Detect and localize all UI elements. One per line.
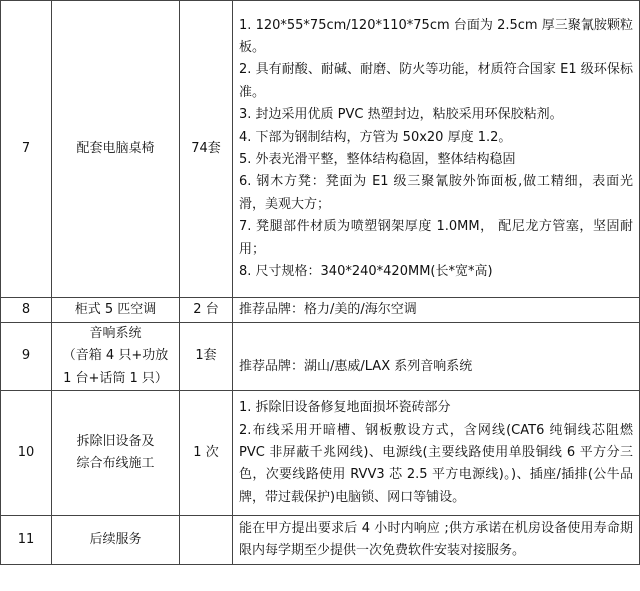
description-line: 推荐品牌：格力/美的/海尔空调 bbox=[239, 301, 417, 317]
description-line: 推荐品牌：湖山/惠威/LAX 系列音响系统 bbox=[239, 359, 473, 375]
blank-line bbox=[239, 334, 633, 356]
description-line: 6. 钢木方凳：凳面为 E1 级三聚氰胺外饰面板,做工精细，表面光滑，美观大方； bbox=[239, 174, 633, 212]
table-row bbox=[1, 1, 640, 298]
item-quantity: 2 台 bbox=[180, 298, 233, 323]
description-line: 能在甲方提出要求后 4 小时内响应 ;供方承诺在机房设备使用寿命期限内每学期至少提供一次免费软件安装对接服务。 bbox=[239, 520, 633, 559]
description-line: 5. 外表光滑平整，整体结构稳固，整体结构稳固 bbox=[239, 152, 516, 167]
item-number: 11 bbox=[1, 516, 52, 565]
item-description bbox=[233, 391, 640, 516]
item-quantity: 1套 bbox=[180, 323, 233, 391]
description-line: 8. 尺寸规格：340*240*420MM(长*宽*高) bbox=[239, 264, 493, 280]
description-line: 1. 拆除旧设备修复地面损坏瓷砖部分 bbox=[239, 400, 451, 416]
item-number: 7 bbox=[1, 1, 52, 298]
item-description bbox=[233, 298, 640, 323]
description-line: 2.布线采用开暗槽、钢板敷设方式，含网线(CAT6 纯铜线芯阻燃 PVC 非屏蔽千兆网线)、电源线(主要线路使用单股铜线 6 平方分三色，次要线路使用 RVV3 芯 2.5 平方电源线)。)、插座/插排(公牛品牌，带过载保护)电脑锁、网口等铺设。 bbox=[239, 422, 633, 505]
table-row bbox=[1, 516, 640, 565]
item-name-line: （音箱 4 只+功放 bbox=[62, 348, 169, 364]
item-number: 10 bbox=[1, 391, 52, 516]
item-quantity bbox=[180, 516, 233, 565]
description-line: 1. 120*55*75cm/120*110*75cm 台面为 2.5cm 厚三聚氰胺颗粒板。 bbox=[239, 17, 633, 55]
item-number: 9 bbox=[1, 323, 52, 391]
item-number: 8 bbox=[1, 298, 52, 323]
item-description bbox=[233, 1, 640, 298]
description-line: 7. 凳腿部件材质为喷塑钢架厚度 1.0MM， 配尼龙方管塞，坚固耐用； bbox=[239, 219, 633, 257]
table-row bbox=[1, 323, 640, 391]
item-quantity: 74套 bbox=[180, 1, 233, 298]
table-row bbox=[1, 391, 640, 516]
item-name bbox=[52, 323, 180, 391]
item-name-line: 综合布线施工 bbox=[76, 456, 155, 472]
item-name-line: 1 台+话筒 1 只） bbox=[63, 370, 168, 386]
item-name: 后续服务 bbox=[52, 516, 180, 565]
table-row bbox=[1, 298, 640, 323]
item-description bbox=[233, 516, 640, 565]
item-name: 配套电脑桌椅 bbox=[52, 1, 180, 298]
item-quantity: 1 次 bbox=[180, 391, 233, 516]
description-line: 2. 具有耐酸、耐碱、耐磨、防火等功能，材质符合国家 E1 级环保标准。 bbox=[239, 62, 633, 100]
item-name-line: 音响系统 bbox=[89, 326, 142, 341]
item-name-line: 拆除旧设备及 bbox=[76, 433, 155, 449]
item-name bbox=[52, 391, 180, 516]
description-line: 4. 下部为钢制结构，方管为 50x20 厚度 1.2。 bbox=[239, 129, 512, 145]
item-description bbox=[233, 323, 640, 391]
item-name: 柜式 5 匹空调 bbox=[52, 298, 180, 323]
description-line: 3. 封边采用优质 PVC 热塑封边，粘胶采用环保胶粘剂。 bbox=[239, 107, 563, 123]
